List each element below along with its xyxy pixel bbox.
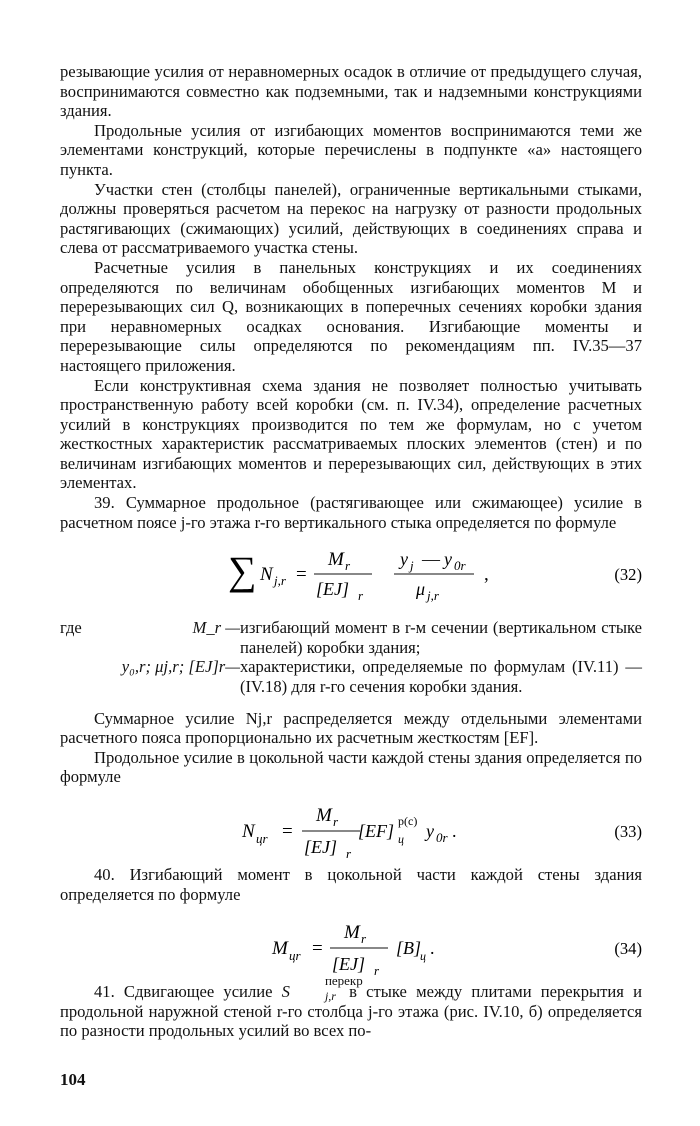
f32-lhs-sub: j,r xyxy=(274,573,286,589)
paragraph-sum-distribution: Суммарное усилие Nj,r распределяется между отдельными элементами расчетного пояса пропорционально их расчетным жесткостям [EF]. xyxy=(60,708,642,748)
formula-33-svg xyxy=(60,787,642,865)
f32-lhs: N xyxy=(260,564,273,586)
formula-32-svg xyxy=(60,532,642,610)
paragraph-3: Участки стен (столбцы панелей), ограниченные вертикальными стыками, должны проверяться расчетом на перекос на нагрузку от разности продольных растягивающих (сжимающих) усилий, действующих в соединениях справа и слева от рассматриваемого участка стены. xyxy=(60,179,642,258)
paragraph-2: Продольные усилия от изгибающих моментов воспринимаются теми же элементами конструкций, которые перечислены в подпункте «а» настоящего пункта. xyxy=(60,120,642,179)
f32-den1-sub: r xyxy=(358,588,364,604)
p41-text-after: в стыке между плитами перекрытия и продольной наружной стеной r-го столбца j-го этажа (рис. IV.10, б) определяется по разности продольных усилий во всех по- xyxy=(60,982,642,1041)
f32-num2b: y xyxy=(444,549,452,570)
f32-den1: [EJ] xyxy=(316,579,349,600)
f33-y-sub: 0r xyxy=(436,830,448,845)
f32-num1-sub: r xyxy=(345,558,351,574)
where-block xyxy=(60,618,642,696)
f34-num: M xyxy=(344,922,360,944)
sum-sign: ∑ xyxy=(228,548,257,594)
f33-num: M xyxy=(316,805,332,826)
body-text-top xyxy=(60,62,642,1041)
f32-den2-sub: j,r xyxy=(427,588,439,604)
f32-number: (32) xyxy=(614,565,642,585)
formula-32 xyxy=(60,532,642,610)
paragraph-41 xyxy=(60,973,642,1041)
page-number: 104 xyxy=(60,1070,86,1089)
where-label: где xyxy=(60,618,82,638)
f32-num2: y xyxy=(400,549,408,570)
formula-33 xyxy=(60,787,642,865)
f32-eq: = xyxy=(296,564,307,586)
f33-mult-sub: ц xyxy=(398,832,404,846)
f33-mult: [EF] xyxy=(358,821,394,841)
f33-eq: = xyxy=(282,821,293,842)
paragraph-39: 39. Суммарное продольное (растягивающее или сжимающее) усилие в расчетном поясе j-го этажа r-го вертикального стыка определяется по формуле xyxy=(60,493,642,532)
f33-lhs: N xyxy=(242,821,255,842)
f33-number: (33) xyxy=(614,822,642,841)
p41-symbol-sup: перекр xyxy=(324,973,363,989)
f34-dot: . xyxy=(430,938,435,959)
paragraph-5: Если конструктивная схема здания не позволяет полностью учитывать пространственную работу всей коробки (см. п. IV.34), определение расчетных усилий в конструкциях производится по тем же формулам, но с учетом жесткостных характеристик рассматриваемых плоских элементов (стен) и по величинам изгибающих моментов и перерезывающих сил, действующих в этих элементах. xyxy=(60,375,642,493)
f34-mult: [B] xyxy=(396,938,422,959)
where-symbol-1: M_r — xyxy=(192,618,240,638)
f34-number: (34) xyxy=(614,939,642,959)
p41-indices xyxy=(290,973,363,1004)
f34-den-sub: r xyxy=(374,963,380,979)
f32-den2: μ xyxy=(416,579,426,600)
f34-lhs: M xyxy=(272,938,288,960)
where-text-2: характеристики, определяемые по формулам (IV.11) — (IV.18) для r-го сечения коробки здания. xyxy=(240,657,642,697)
f33-dot: . xyxy=(452,821,457,841)
p41-symbol-sub: j,r xyxy=(324,989,336,1004)
f32-num2-sub: j xyxy=(410,558,414,574)
f34-lhs-sub: цr xyxy=(289,948,301,964)
f32-num2b-sub: 0r xyxy=(454,558,466,574)
paragraph-40: 40. Изгибающий момент в цокольной части каждой стены здания определяется по формуле xyxy=(60,865,642,904)
paragraph-4: Расчетные усилия в панельных конструкциях и их соединениях определяются по величинам обобщенных изгибающих моментов M и перерезывающих сил Q, возникающих в поперечных сечениях коробки здания при неравномерных осадках основания. Изгибающие моменты и перерезывающие силы определяются по рекомендациям пп. IV.35—37 настоящего приложения. xyxy=(60,257,642,375)
f32-minus: — xyxy=(422,549,440,570)
p41-symbol: S xyxy=(281,982,290,1002)
f33-den-sub: r xyxy=(346,846,352,861)
f32-num1: M xyxy=(328,549,344,571)
f33-y: y xyxy=(426,821,434,841)
paragraph-1: резывающие усилия от неравномерных осадок в отличие от предыдущего случая, воспринимаются совместно как подземными, так и надземными конструкциями здания. xyxy=(60,62,642,121)
p41-text-before: 41. Сдвигающее усилие xyxy=(94,982,282,1002)
f33-den: [EJ] xyxy=(304,837,337,857)
f34-den: [EJ] xyxy=(332,954,365,975)
paragraph-plinth-force: Продольное усилие в цокольной части каждой стены здания определяется по формуле xyxy=(60,747,642,787)
where-text-1: изгибающий момент в r-м сечении (вертикальном стыке панелей) коробки здания; xyxy=(240,618,642,657)
f34-eq: = xyxy=(312,938,323,960)
f34-mult-sub: ц xyxy=(420,949,426,964)
where-symbol-2: y₀,r; μj,r; [EJ]r— xyxy=(121,657,240,677)
f33-num-sub: r xyxy=(333,814,339,829)
f34-num-sub: r xyxy=(361,931,367,947)
f32-comma: , xyxy=(484,564,489,586)
f33-mult-sup: p(c) xyxy=(398,814,418,828)
f33-lhs-sub: цr xyxy=(256,831,268,846)
